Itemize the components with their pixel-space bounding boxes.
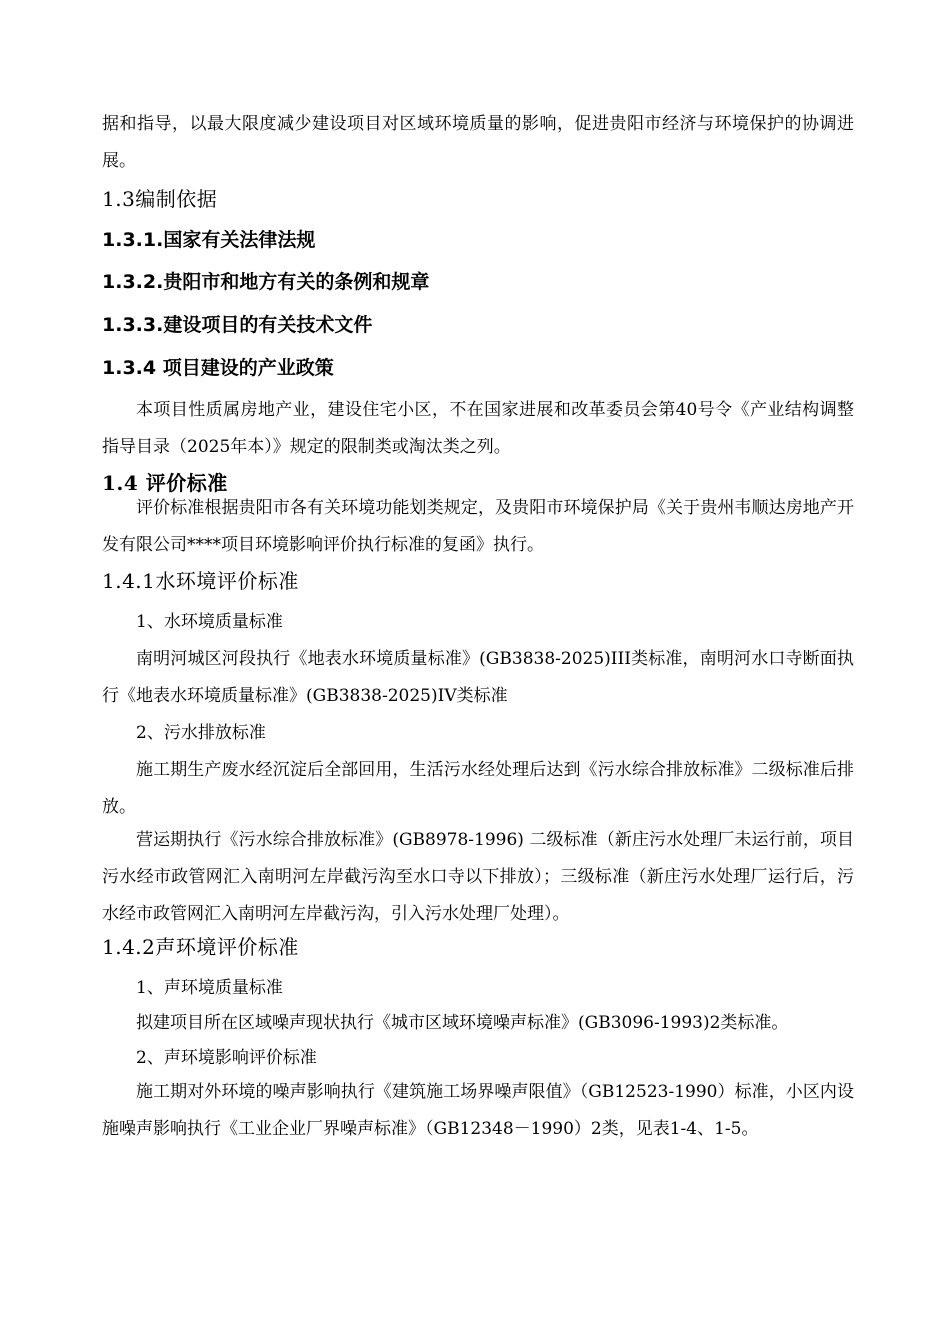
paragraph-intro-continued: 据和指导，以最大限度减少建设项目对区域环境质量的影响，促进贵阳市经济与环境保护的协调进展。 <box>102 114 854 171</box>
heading-1-3-4: 1.3.4 项目建设的产业政策 <box>102 357 334 379</box>
heading-1-4: 1.4 评价标准 <box>102 471 228 495</box>
subheading-sewage-discharge: 2、污水排放标准 <box>136 723 266 743</box>
paragraph-sewage-operation: 营运期执行《污水综合排放标准》(GB8978-1996) 二级标准（新庄污水处理厂未运行前，项目污水经市政管网汇入南明河左岸截污沟至水口寺以下排放）；三级标准（新庄污水处理厂运行后，污水经市政管网汇入南明河左岸截污沟，引入污水处理厂处理）。 <box>102 830 854 924</box>
subheading-noise-quality: 1、声环境质量标准 <box>136 978 283 998</box>
subheading-water-quality: 1、水环境质量标准 <box>136 612 283 632</box>
paragraph-evaluation-standard: 评价标准根据贵阳市各有关环境功能划类规定，及贵阳市环境保护局《关于贵州韦顺达房地产开发有限公司****项目环境影响评价执行标准的复函》执行。 <box>102 498 854 555</box>
subheading-noise-impact: 2、声环境影响评价标准 <box>136 1048 317 1068</box>
heading-1-4-2: 1.4.2声环境评价标准 <box>102 935 299 959</box>
heading-1-3-3: 1.3.3.建设项目的有关技术文件 <box>102 314 373 336</box>
heading-1-4-1: 1.4.1水环境评价标准 <box>102 569 299 593</box>
paragraph-industry-policy: 本项目性质属房地产业，建设住宅小区，不在国家进展和改革委员会第40号令《产业结构调整指导目录（2025年本）》规定的限制类或淘汰类之列。 <box>102 400 854 457</box>
paragraph-noise-impact: 施工期对外环境的噪声影响执行《建筑施工场界噪声限值》（GB12523-1990）标准，小区内设施噪声影响执行《工业企业厂界噪声标准》（GB12348－1990）2类，见表1-4、1-5。 <box>102 1082 854 1139</box>
heading-1-3-1: 1.3.1.国家有关法律法规 <box>102 229 316 251</box>
heading-1-3-2: 1.3.2.贵阳市和地方有关的条例和规章 <box>102 271 430 293</box>
heading-1-3: 1.3编制依据 <box>102 187 218 211</box>
paragraph-noise-quality: 拟建项目所在区域噪声现状执行《城市区域环境噪声标准》(GB3096-1993)2类标准。 <box>136 1013 789 1033</box>
paragraph-water-quality: 南明河城区河段执行《地表水环境质量标准》(GB3838-2025)III类标准，南明河水口寺断面执行《地表水环境质量标准》(GB3838-2025)IV类标准 <box>102 649 854 706</box>
paragraph-sewage-construction: 施工期生产废水经沉淀后全部回用，生活污水经处理后达到《污水综合排放标准》二级标准后排放。 <box>102 760 854 817</box>
